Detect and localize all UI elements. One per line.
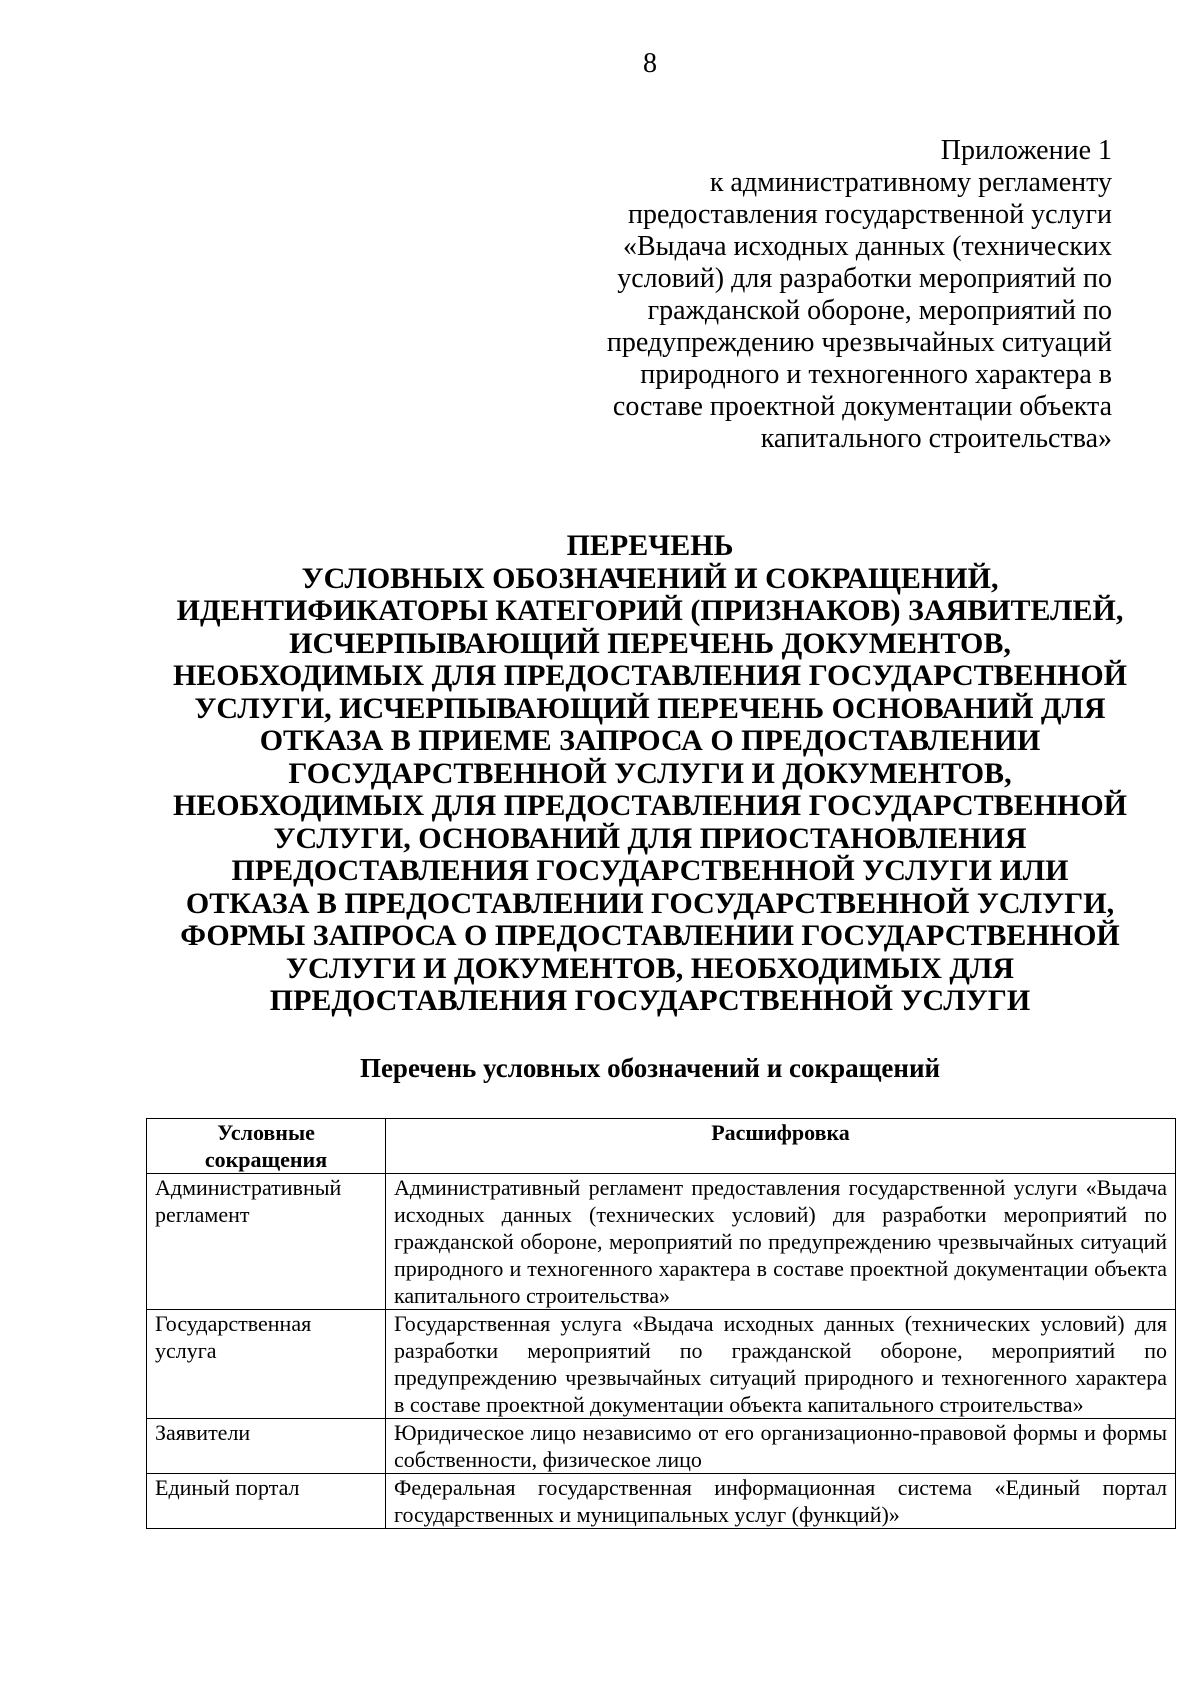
title-line: ИСЧЕРПЫВАЮЩИЙ ПЕРЕЧЕНЬ ДОКУМЕНТОВ, xyxy=(289,626,1011,660)
abbreviations-table xyxy=(146,1118,1176,1529)
page-number: 8 xyxy=(643,48,657,79)
appendix-line: гражданской обороне, мероприятий по xyxy=(647,295,1112,326)
title-line: ГОСУДАРСТВЕННОЙ УСЛУГИ И ДОКУМЕНТОВ, xyxy=(288,756,1012,790)
definition-cell: Административный регламент предоставления государственной услуги «Выдача исходных данных (технических условий) для разработки мероприятий по гражданской обороне, мероприятий по предупреждению чрезвычайных ситуаций природного и техногенного характера в составе проектной документации объекта капитального строительства» xyxy=(386,1174,1176,1310)
title-line: УСЛУГИ И ДОКУМЕНТОВ, НЕОБХОДИМЫХ ДЛЯ xyxy=(285,951,1015,985)
title-line: ИДЕНТИФИКАТОРЫ КАТЕГОРИЙ (ПРИЗНАКОВ) ЗАЯВИТЕЛЕЙ, xyxy=(176,594,1124,627)
section-title: Перечень условных обозначений и сокращений xyxy=(359,1053,941,1083)
appendix-line: Приложение 1 xyxy=(940,135,1112,166)
title-line: УСЛУГИ, ОСНОВАНИЙ ДЛЯ ПРИОСТАНОВЛЕНИЯ xyxy=(273,821,1027,855)
title-line: ФОРМЫ ЗАПРОСА О ПРЕДОСТАВЛЕНИИ ГОСУДАРСТВЕННОЙ xyxy=(180,919,1120,952)
appendix-block xyxy=(552,135,1112,455)
term-cell: Заявители xyxy=(147,1419,386,1474)
appendix-line: составе проектной документации объекта xyxy=(612,391,1112,422)
term-cell: Государственная услуга xyxy=(147,1310,386,1419)
appendix-line: предупреждению чрезвычайных ситуаций xyxy=(606,327,1112,358)
appendix-line: капитального строительства» xyxy=(760,423,1112,454)
title-line: УСЛУГИ, ИСЧЕРПЫВАЮЩИЙ ПЕРЕЧЕНЬ ОСНОВАНИЙ ДЛЯ xyxy=(194,691,1106,725)
title-line: ОТКАЗА В ПРЕДОСТАВЛЕНИИ ГОСУДАРСТВЕННОЙ УСЛУГИ, xyxy=(185,886,1115,920)
appendix-line: к административному регламенту xyxy=(709,167,1112,198)
table-row xyxy=(147,1474,1176,1529)
term-cell: Единый портал xyxy=(147,1474,386,1529)
term-cell: Административный регламент xyxy=(147,1174,386,1310)
appendix-line: предоставления государственной услуги xyxy=(628,199,1112,230)
title-line: ОТКАЗА В ПРИЕМЕ ЗАПРОСА О ПРЕДОСТАВЛЕНИИ xyxy=(259,724,1041,757)
definition-cell: Юридическое лицо независимо от его организационно-правовой формы и формы собственности, физическое лицо xyxy=(386,1419,1176,1474)
header-definition: Расшифровка xyxy=(386,1119,1176,1174)
appendix-line: природного и техногенного характера в xyxy=(640,359,1112,390)
title-line: ПРЕДОСТАВЛЕНИЯ ГОСУДАРСТВЕННОЙ УСЛУГИ ИЛИ xyxy=(231,854,1069,887)
title-line: ПРЕДОСТАВЛЕНИЯ ГОСУДАРСТВЕННОЙ УСЛУГИ xyxy=(269,984,1031,1017)
header-term: Условные сокращения xyxy=(147,1119,386,1174)
table-header-row xyxy=(147,1119,1176,1174)
definition-cell: Государственная услуга «Выдача исходных данных (технических условий) для разработки мероприятий по гражданской обороне, мероприятий по предупреждению чрезвычайных ситуаций природного и техногенного характера в составе проектной документации объекта капитального строительства» xyxy=(386,1310,1176,1419)
appendix-line: «Выдача исходных данных (технических xyxy=(622,231,1112,262)
appendix-line: условий) для разработки мероприятий по xyxy=(617,263,1112,294)
definition-cell: Федеральная государственная информационная система «Единый портал государственных и муниципальных услуг (функций)» xyxy=(386,1474,1176,1529)
title-line: ПЕРЕЧЕНЬ xyxy=(566,529,734,562)
title-line: УСЛОВНЫХ ОБОЗНАЧЕНИЙ И СОКРАЩЕНИЙ, xyxy=(301,561,999,595)
table-row xyxy=(147,1174,1176,1310)
table-row xyxy=(147,1310,1176,1419)
title-line: НЕОБХОДИМЫХ ДЛЯ ПРЕДОСТАВЛЕНИЯ ГОСУДАРСТВЕННОЙ xyxy=(172,789,1128,822)
document-title xyxy=(160,530,1140,1018)
table-row xyxy=(147,1419,1176,1474)
title-line: НЕОБХОДИМЫХ ДЛЯ ПРЕДОСТАВЛЕНИЯ ГОСУДАРСТВЕННОЙ xyxy=(172,659,1128,692)
